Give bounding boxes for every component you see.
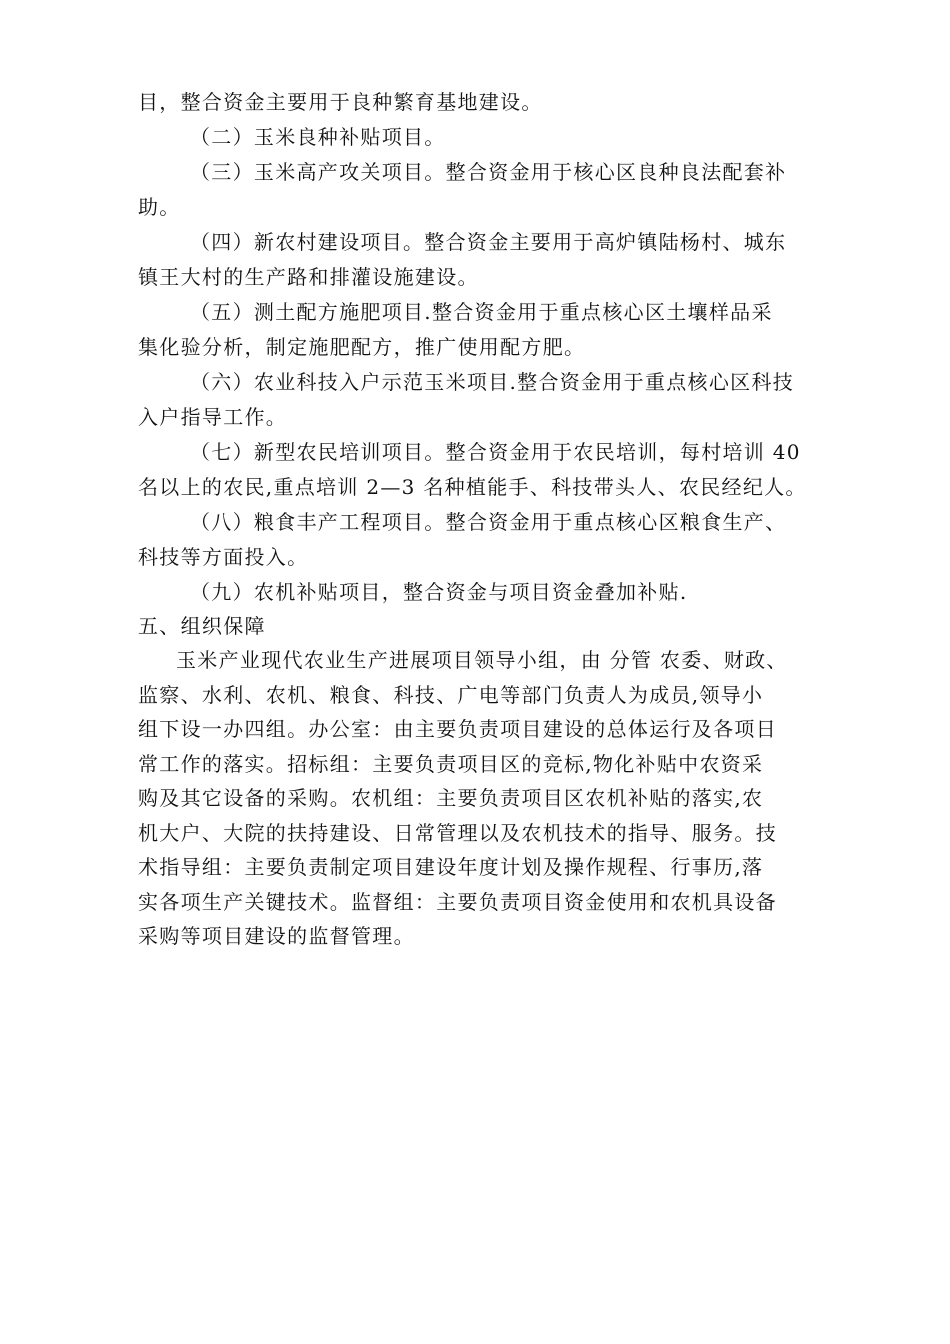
text-line-23: 术指导组：主要负责制定项目建设年度计划及操作规程、行事历,落 [138,855,764,879]
section-heading: 五、组织保障 [138,614,266,638]
text-line-19: 组下设一办四组。办公室：由主要负责项目建设的总体运行及各项日 [138,717,777,741]
text-line-14: 科技等方面投入。 [138,545,309,569]
text-line-20: 常工作的落实。招标组：主要负责项目区的竞标,物化补贴中农资采 [138,752,764,776]
text-line-24: 实各项生产关键技术。监督组：主要负责项目资金使用和农机具设备 [138,890,777,914]
text-line-10: 入户指导工作。 [138,405,288,429]
text-line-25: 采购等项目建设的监督管理。 [138,924,415,948]
text-line-3: （三）玉米高产攻关项目。整合资金用于核心区良种良法配套补 [190,160,787,184]
text-line-5: （四）新农村建设项目。整合资金主要用于高炉镇陆杨村、城东 [190,230,787,254]
text-line-17: 玉米产业现代农业生产进展项目领导小组，由 分管 农委、财政、 [176,648,788,672]
text-line-11: （七）新型农民培训项目。整合资金用于农民培训，每村培训 40 [190,440,801,464]
text-line-21: 购及其它设备的采购。农机组：主要负责项目区农机补贴的落实,农 [138,786,764,810]
text-line-12: 名以上的农民,重点培训 2—3 名种植能手、科技带头人、农民经纪人。 [138,475,807,499]
text-line-2: （二）玉米良种补贴项目。 [190,125,446,149]
text-line-4: 助。 [138,195,181,219]
text-line-15: （九）农机补贴项目，整合资金与项目资金叠加补贴. [190,580,688,604]
text-line-9: （六）农业科技入户示范玉米项目.整合资金用于重点核心区科技 [190,370,795,394]
text-line-7: （五）测土配方施肥项目.整合资金用于重点核心区土壤样品采 [190,300,773,324]
text-line-6: 镇王大村的生产路和排灌设施建设。 [138,265,479,289]
text-line-1: 目，整合资金主要用于良种繁育基地建设。 [138,90,543,114]
text-line-8: 集化验分析，制定施肥配方，推广使用配方肥。 [138,335,586,359]
text-line-18: 监察、水利、农机、粮食、科技、广电等部门负责人为成员,领导小 [138,683,764,707]
text-line-22: 机大户、大院的扶持建设、日常管理以及农机技术的指导、服务。技 [138,821,777,845]
text-line-13: （八）粮食丰产工程项目。整合资金用于重点核心区粮食生产、 [190,510,787,534]
